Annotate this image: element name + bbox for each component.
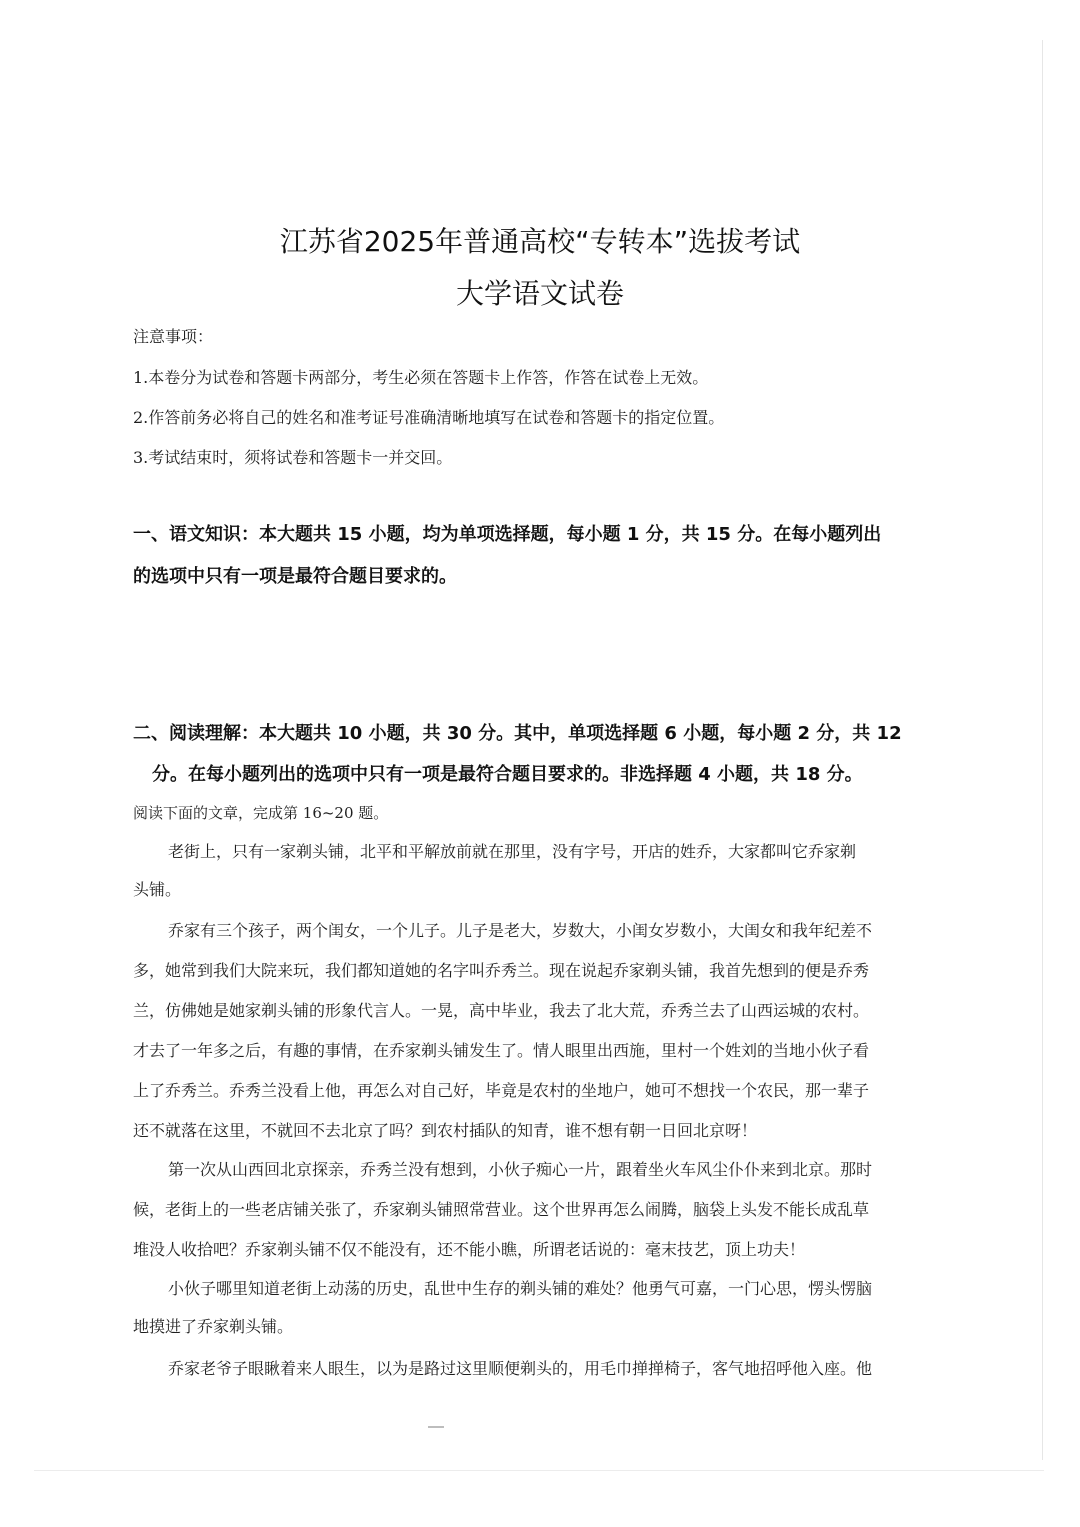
passage-line: 老街上，只有一家剃头铺，北平和平解放前就在那里，没有字号，开店的姓乔，大家都叫它乔家剃 [168, 842, 857, 861]
page-edge-bottom [34, 1470, 1044, 1471]
passage-line: 还不就落在这里，不就回不去北京了吗？到农村插队的知青，谁不想有朝一日回北京呀！ [133, 1121, 758, 1140]
passage-line: 小伙子哪里知道老街上动荡的历史，乱世中生存的剃头铺的难处？他勇气可嘉，一门心思，愣头愣脑 [168, 1279, 873, 1298]
reading-instruction: 阅读下面的文章，完成第 16~20 题。 [133, 804, 389, 822]
section2-heading-cont: 分。在每小题列出的选项中只有一项是最符合题目要求的。非选择题 4 小题，共 18 分。 [152, 764, 863, 785]
passage-line: 乔家老爷子眼瞅着来人眼生，以为是路过这里顺便剃头的，用毛巾掸掸椅子，客气地招呼他入座。他 [168, 1359, 873, 1378]
passage-line: 多，她常到我们大院来玩，我们都知道她的名字叫乔秀兰。现在说起乔家剃头铺，我首先想到的便是乔秀 [133, 961, 870, 980]
passage-line: 兰，仿佛她是她家剃头铺的形象代言人。一晃，高中毕业，我去了北大荒，乔秀兰去了山西运城的农村。 [133, 1001, 870, 1020]
passage-line: 上了乔秀兰。乔秀兰没看上他，再怎么对自己好，毕竟是农村的坐地户，她可不想找一个农民，那一辈子 [133, 1081, 870, 1100]
notice-item: 3.考试结束时，须将试卷和答题卡一并交回。 [133, 448, 453, 467]
notice-heading: 注意事项： [133, 327, 214, 346]
section2-heading: 二、阅读理解：本大题共 10 小题，共 30 分。其中，单项选择题 6 小题，每小题 2 分，共 12 [133, 723, 902, 744]
passage-line: 堆没人收拾吧？乔家剃头铺不仅不能没有，还不能小瞧，所谓老话说的：毫末技艺，顶上功夫！ [133, 1240, 806, 1259]
passage-line: 地摸进了乔家剃头铺。 [133, 1317, 294, 1336]
notice-item: 2.作答前务必将自己的姓名和准考证号准确清晰地填写在试卷和答题卡的指定位置。 [133, 408, 725, 427]
footer-mark [428, 1426, 444, 1428]
passage-line: 头铺。 [133, 880, 182, 899]
section1-heading-cont: 的选项中只有一项是最符合题目要求的。 [133, 566, 457, 587]
notice-item: 1.本卷分为试卷和答题卡两部分，考生必须在答题卡上作答，作答在试卷上无效。 [133, 368, 709, 387]
passage-line: 乔家有三个孩子，两个闺女，一个儿子。儿子是老大，岁数大，小闺女岁数小，大闺女和我年纪差不 [168, 921, 873, 940]
paper-subtitle: 大学语文试卷 [455, 277, 624, 310]
passage-line: 才去了一年多之后，有趣的事情，在乔家剃头铺发生了。情人眼里出西施，里村一个姓刘的当地小伙子看 [133, 1041, 870, 1060]
section1-heading: 一、语文知识：本大题共 15 小题，均为单项选择题，每小题 1 分，共 15 分。在每小题列出 [133, 524, 882, 545]
exam-title: 江苏省2025年普通高校“专转本”选拔考试 [279, 225, 801, 258]
passage-line: 第一次从山西回北京探亲，乔秀兰没有想到，小伙子痴心一片，跟着坐火车风尘仆仆来到北京。那时 [168, 1160, 873, 1179]
passage-line: 候，老街上的一些老店铺关张了，乔家剃头铺照常营业。这个世界再怎么闹腾，脑袋上头发不能长成乱草 [133, 1200, 870, 1219]
